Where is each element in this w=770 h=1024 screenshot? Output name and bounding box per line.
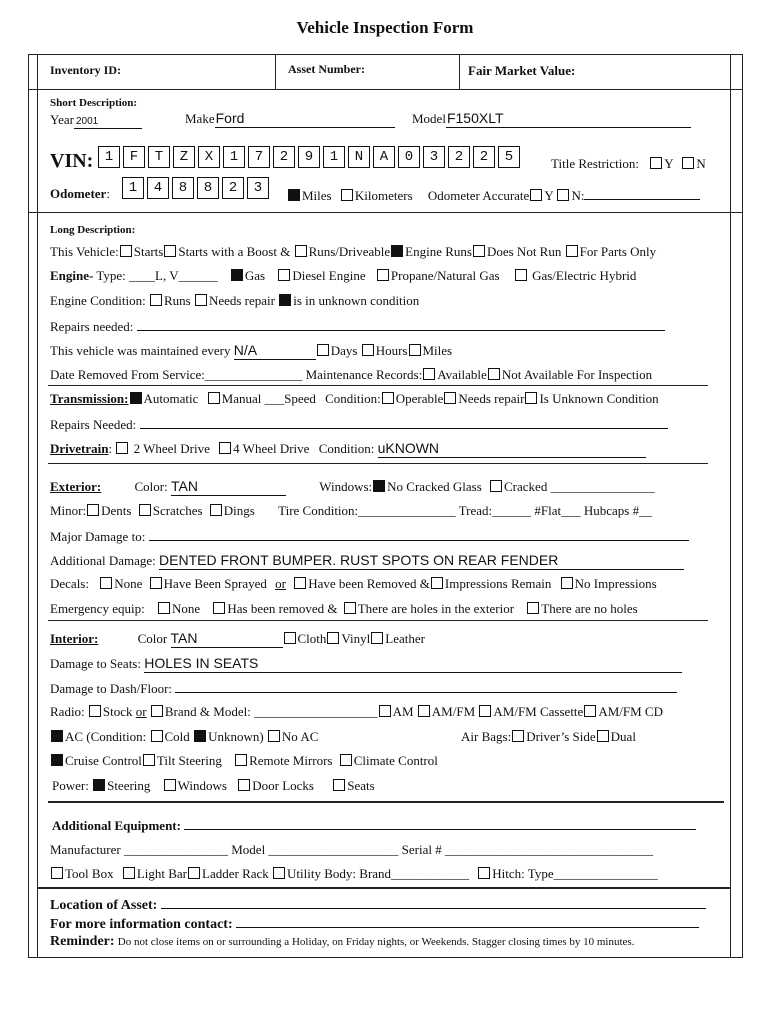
power-seats-checkbox[interactable]: [333, 779, 345, 791]
engine-needs-repair-label: Needs repair: [208, 293, 275, 308]
manufacturer-model-serial-label: Manufacturer ________________ Model ____________________ Serial # ________________________________: [50, 842, 654, 857]
cruise-control-checkbox[interactable]: [51, 754, 63, 766]
drivetrain-label: Drivetrain: [50, 441, 109, 456]
interior-color-value: TAN: [170, 630, 198, 646]
decals-removed-checkbox[interactable]: [294, 577, 306, 589]
damage-seats-label: Damage to Seats:: [50, 656, 141, 671]
four-wd-label: 4 Wheel Drive: [233, 441, 310, 456]
records-available-label: Available: [437, 367, 487, 382]
hybrid-checkbox[interactable]: [515, 269, 527, 281]
equipment-options-row: [50, 866, 658, 882]
manufacturer-row: [50, 842, 653, 858]
manual-checkbox[interactable]: [208, 392, 220, 404]
long-description-label: Long Description:: [50, 224, 136, 236]
vin-char-box[interactable]: 7: [248, 146, 270, 168]
radio-label: Radio:: [50, 704, 85, 719]
amfm-label: AM/FM: [431, 704, 476, 719]
contact-field[interactable]: [236, 914, 699, 928]
hours-checkbox[interactable]: [362, 344, 374, 356]
dings-checkbox[interactable]: [210, 504, 222, 516]
remote-mirrors-checkbox[interactable]: [235, 754, 247, 766]
has-been-removed-label: Has been removed &: [227, 601, 338, 616]
cloth-label: Cloth: [297, 631, 327, 646]
leather-label: Leather: [385, 631, 425, 646]
major-damage-field[interactable]: [149, 528, 689, 541]
runs-label: Runs: [163, 293, 191, 308]
engine-type-row: [50, 268, 636, 284]
location-row: [50, 895, 706, 914]
starts-label: Starts: [133, 244, 164, 259]
make-value: Ford: [215, 110, 245, 126]
odometer-label-row: [50, 186, 110, 202]
holes-checkbox[interactable]: [344, 602, 356, 614]
two-wd-label: 2 Wheel Drive: [133, 441, 210, 456]
reminder-text: Do not close items on or surrounding a Holiday, on Friday nights, or Weekends. Stagger closing times by 10 minutes.: [117, 936, 635, 948]
header-separator: [275, 54, 276, 89]
footer-divider: [37, 887, 730, 889]
no-holes-checkbox[interactable]: [527, 602, 539, 614]
power-windows-label: Windows: [177, 778, 227, 793]
drivetrain-colon: :: [108, 441, 113, 456]
date-removed-row: [50, 367, 652, 383]
contact-label: For more information contact:: [50, 917, 233, 932]
kilometers-checkbox[interactable]: [341, 189, 353, 201]
exterior-row: [50, 478, 655, 496]
power-steering-checkbox[interactable]: [93, 779, 105, 791]
no-ac-checkbox[interactable]: [268, 730, 280, 742]
engine-unknown-checkbox[interactable]: [279, 294, 291, 306]
engine-label: Engine-: [50, 268, 94, 283]
odometer-digit-box[interactable]: 3: [247, 177, 269, 199]
records-available-checkbox[interactable]: [423, 368, 435, 380]
cruise-control-label: Cruise Control: [65, 753, 142, 768]
tire-condition-label: Tire Condition:_______________ Tread:______ #Flat___ Hubcaps #__: [278, 503, 653, 518]
records-not-available-label: Not Available For Inspection: [501, 367, 653, 382]
exterior-divider: [48, 463, 708, 464]
vin-char-box[interactable]: A: [373, 146, 395, 168]
runs-driveable-label: Runs/Driveable: [308, 244, 391, 259]
vin-char-box[interactable]: N: [348, 146, 370, 168]
this-vehicle-label: This Vehicle:: [50, 244, 119, 259]
radio-stock-label: Stock: [102, 704, 133, 719]
utility-body-label: Utility Body: Brand____________: [287, 866, 470, 881]
no-impressions-label: No Impressions: [574, 576, 657, 591]
ac-row: [50, 729, 318, 745]
days-label: Days: [330, 343, 358, 358]
light-bar-label: Light Bar: [136, 866, 188, 881]
exterior-label: Exterior:: [50, 479, 102, 494]
year-label: Year: [50, 112, 74, 127]
amfm-cassette-checkbox[interactable]: [479, 705, 491, 717]
propane-label: Propane/Natural Gas: [390, 268, 500, 283]
hitch-checkbox[interactable]: [478, 867, 490, 879]
damage-dash-label: Damage to Dash/Floor:: [50, 681, 173, 696]
short-description-label: Short Description:: [50, 97, 138, 109]
title-restriction-n-label: N: [696, 156, 706, 171]
date-removed-label: Date Removed From Service:_______________ Maintenance Records:: [50, 367, 423, 382]
automatic-label: Automatic: [143, 391, 199, 406]
odometer-digit-box[interactable]: 1: [122, 177, 144, 199]
ladder-rack-checkbox[interactable]: [188, 867, 200, 879]
damage-seats-row: [50, 655, 682, 673]
climate-control-checkbox[interactable]: [340, 754, 352, 766]
inventory-id-label: Inventory ID:: [50, 63, 121, 77]
hybrid-label: Gas/Electric Hybrid: [532, 268, 637, 283]
scratches-checkbox[interactable]: [139, 504, 151, 516]
miles-interval-label: Miles: [422, 343, 453, 358]
runs-driveable-checkbox[interactable]: [295, 245, 307, 257]
trans-needs-repair-checkbox[interactable]: [444, 392, 456, 404]
diesel-label: Diesel Engine: [292, 268, 366, 283]
title-restriction-y-label: Y: [664, 156, 674, 171]
transmission-condition-label: Condition:: [325, 391, 381, 406]
impressions-remain-label: Impressions Remain: [444, 576, 552, 591]
vin-char-box[interactable]: 1: [223, 146, 245, 168]
dual-label: Dual: [610, 729, 636, 744]
engine-runs-checkbox[interactable]: [391, 245, 403, 257]
decals-sprayed-checkbox[interactable]: [150, 577, 162, 589]
drivetrain-condition-value: uKNOWN: [377, 440, 440, 456]
trans-needs-repair-label: Needs repair: [458, 391, 525, 406]
additional-equipment-field[interactable]: [184, 817, 696, 830]
does-not-run-checkbox[interactable]: [473, 245, 485, 257]
vin-char-box[interactable]: 2: [473, 146, 495, 168]
interior-divider: [48, 620, 708, 621]
emergency-none-checkbox[interactable]: [158, 602, 170, 614]
trans-repairs-field[interactable]: [140, 416, 668, 429]
trans-unknown-checkbox[interactable]: [525, 392, 537, 404]
vin-char-box[interactable]: 3: [423, 146, 445, 168]
additional-damage-value: DENTED FRONT BUMPER. RUST SPOTS ON REAR FENDER: [159, 552, 559, 568]
ac-unknown-label: Unknown): [208, 729, 264, 744]
decals-row: [50, 576, 657, 592]
no-holes-label: There are no holes: [541, 601, 638, 616]
vehicle-status-row: [50, 244, 656, 260]
trans-repairs-row: [50, 416, 668, 433]
vin-char-box[interactable]: 0: [398, 146, 420, 168]
cracked-checkbox[interactable]: [490, 480, 502, 492]
title-restriction-label: Title Restriction:: [551, 156, 639, 171]
starts-boost-label: Starts with a Boost &: [178, 244, 291, 259]
repairs-needed-field[interactable]: [137, 318, 665, 331]
diesel-checkbox[interactable]: [278, 269, 290, 281]
radio-brand-checkbox[interactable]: [151, 705, 163, 717]
no-cracked-glass-checkbox[interactable]: [373, 480, 385, 492]
records-not-available-checkbox[interactable]: [488, 368, 500, 380]
year-value: 2001: [75, 116, 99, 127]
left-rail-line: [37, 54, 38, 958]
vin-char-box[interactable]: F: [123, 146, 145, 168]
interior-label: Interior:: [50, 631, 99, 646]
air-bags-group: [461, 729, 636, 745]
power-windows-checkbox[interactable]: [164, 779, 176, 791]
transmission-row: [50, 391, 659, 407]
decals-none-label: None: [114, 576, 143, 591]
ac-checkbox[interactable]: [51, 730, 63, 742]
contact-row: [50, 914, 699, 933]
odometer-units: [287, 187, 700, 204]
odometer-digit-box[interactable]: 2: [222, 177, 244, 199]
make-label: Make: [185, 111, 215, 126]
location-label: Location of Asset:: [50, 898, 158, 913]
vin-char-box[interactable]: 2: [448, 146, 470, 168]
tool-box-checkbox[interactable]: [51, 867, 63, 879]
title-restriction-n-checkbox[interactable]: [682, 157, 694, 169]
kilometers-label: Kilometers: [354, 188, 413, 203]
trans-repairs-label: Repairs Needed:: [50, 417, 137, 432]
odometer-digit-box[interactable]: 8: [197, 177, 219, 199]
radio-row: [50, 704, 663, 720]
vin-char-box[interactable]: 5: [498, 146, 520, 168]
vin-section-divider: [28, 212, 743, 213]
impressions-remain-checkbox[interactable]: [431, 577, 443, 589]
operable-label: Operable: [395, 391, 444, 406]
miles-label: Miles: [302, 188, 332, 203]
asset-number-label: Asset Number:: [288, 62, 365, 76]
additional-equipment-divider: [48, 801, 724, 803]
damage-dash-field[interactable]: [175, 680, 677, 693]
for-parts-label: For Parts Only: [579, 244, 657, 259]
amfm-checkbox[interactable]: [418, 705, 430, 717]
form-title: Vehicle Inspection Form: [296, 18, 474, 37]
engine-unknown-label: is in unknown condition: [293, 293, 420, 308]
transmission-label: Transmission:: [50, 391, 129, 406]
cracked-label: Cracked ________________: [504, 479, 655, 494]
two-wd-checkbox[interactable]: [116, 442, 128, 454]
am-checkbox[interactable]: [379, 705, 391, 717]
odometer-accurate-y-checkbox[interactable]: [530, 189, 542, 201]
vin-input[interactable]: [98, 146, 523, 168]
year-field[interactable]: [50, 112, 142, 129]
dings-label: Dings: [223, 503, 255, 518]
additional-damage-label: Additional Damage:: [50, 553, 156, 568]
gas-checkbox[interactable]: [231, 269, 243, 281]
minor-label: Minor:: [50, 503, 87, 518]
ac-label: AC (Condition:: [65, 729, 147, 744]
dents-label: Dents: [101, 503, 132, 518]
light-bar-checkbox[interactable]: [123, 867, 135, 879]
maintenance-interval-row: [50, 342, 452, 360]
maintained-every-value: N/A: [233, 342, 258, 358]
for-parts-checkbox[interactable]: [566, 245, 578, 257]
major-damage-row: [50, 528, 689, 545]
automatic-checkbox[interactable]: [130, 392, 142, 404]
vinyl-checkbox[interactable]: [327, 632, 339, 644]
does-not-run-label: Does Not Run: [486, 244, 562, 259]
emergency-equip-row: [50, 601, 638, 617]
scratches-label: Scratches: [152, 503, 203, 518]
tilt-steering-checkbox[interactable]: [143, 754, 155, 766]
windows-label: Windows:: [319, 479, 373, 494]
no-cracked-glass-label: No Cracked Glass: [387, 479, 482, 494]
days-checkbox[interactable]: [317, 344, 329, 356]
engine-type-text: Type: ____L, V______: [93, 268, 218, 283]
cloth-checkbox[interactable]: [284, 632, 296, 644]
climate-control-label: Climate Control: [353, 753, 438, 768]
door-locks-checkbox[interactable]: [238, 779, 250, 791]
repairs-needed-label: Repairs needed:: [50, 319, 134, 334]
ac-unknown-checkbox[interactable]: [194, 730, 206, 742]
model-value: F150XLT: [446, 110, 504, 126]
emergency-equip-label: Emergency equip:: [50, 601, 145, 616]
repairs-needed-row: [50, 318, 665, 335]
door-locks-label: Door Locks: [252, 778, 314, 793]
reminder-row: [50, 933, 634, 950]
am-label: AM: [392, 704, 414, 719]
decals-label: Decals:: [50, 576, 89, 591]
amfm-cd-checkbox[interactable]: [584, 705, 596, 717]
odometer-label: Odometer: [50, 186, 107, 201]
ladder-rack-label: Ladder Rack: [202, 866, 269, 881]
gas-label: Gas: [244, 268, 266, 283]
odometer-input[interactable]: [122, 177, 272, 199]
utility-body-checkbox[interactable]: [273, 867, 285, 879]
four-wd-checkbox[interactable]: [219, 442, 231, 454]
vin-label: VIN:: [50, 150, 94, 172]
power-seats-label: Seats: [347, 778, 375, 793]
trans-unknown-label: Is Unknown Condition: [539, 391, 659, 406]
vin-char-box[interactable]: 1: [98, 146, 120, 168]
additional-equipment-row: [52, 817, 696, 834]
leather-checkbox[interactable]: [371, 632, 383, 644]
engine-runs-cond-checkbox[interactable]: [150, 294, 162, 306]
drivers-side-label: Driver’s Side: [526, 729, 596, 744]
title-restriction: [551, 156, 706, 172]
exterior-color-label: Color:: [134, 479, 168, 494]
emergency-none-label: None: [171, 601, 201, 616]
vin-char-box[interactable]: X: [198, 146, 220, 168]
no-impressions-checkbox[interactable]: [561, 577, 573, 589]
starts-boost-checkbox[interactable]: [164, 245, 176, 257]
propane-checkbox[interactable]: [377, 269, 389, 281]
hours-label: Hours: [375, 343, 408, 358]
ac-cold-checkbox[interactable]: [151, 730, 163, 742]
remote-mirrors-label: Remote Mirrors: [249, 753, 333, 768]
drivetrain-condition-label: Condition:: [318, 441, 375, 456]
vin-char-box[interactable]: 1: [323, 146, 345, 168]
model-field[interactable]: [412, 110, 691, 128]
power-label: Power:: [52, 778, 89, 793]
additional-damage-row: [50, 552, 684, 570]
drivetrain-row: [50, 440, 646, 458]
hitch-label: Hitch: Type________________: [492, 866, 658, 881]
odometer-colon: :: [106, 186, 110, 201]
fair-market-value-label: Fair Market Value:: [468, 63, 576, 78]
minor-damage-row: [50, 503, 652, 519]
maintained-every-label: This vehicle was maintained every: [50, 343, 231, 358]
model-label: Model: [412, 111, 446, 126]
vin-char-box[interactable]: T: [148, 146, 170, 168]
vin-char-box[interactable]: Z: [173, 146, 195, 168]
odometer-digit-box[interactable]: 4: [147, 177, 169, 199]
vinyl-label: Vinyl: [341, 631, 371, 646]
has-been-removed-checkbox[interactable]: [213, 602, 225, 614]
miles-checkbox[interactable]: [288, 189, 300, 201]
manual-label: Manual ___Speed: [221, 391, 316, 406]
features-row: [50, 753, 438, 769]
make-field[interactable]: [185, 110, 395, 128]
vin-char-box[interactable]: 9: [298, 146, 320, 168]
reminder-label: Reminder:: [50, 934, 115, 949]
drivers-side-checkbox[interactable]: [512, 730, 524, 742]
header-separator: [459, 54, 460, 89]
additional-equipment-label: Additional Equipment:: [52, 818, 181, 833]
decals-removed-label: Have been Removed &: [308, 576, 430, 591]
title-restriction-y-checkbox[interactable]: [650, 157, 662, 169]
dents-checkbox[interactable]: [87, 504, 99, 516]
no-ac-label: No AC: [281, 729, 319, 744]
starts-checkbox[interactable]: [120, 245, 132, 257]
exterior-color-value: TAN: [171, 478, 198, 494]
interior-color-label: Color: [137, 631, 168, 646]
engine-needs-repair-checkbox[interactable]: [195, 294, 207, 306]
miles-interval-checkbox[interactable]: [409, 344, 421, 356]
power-row: [52, 778, 375, 794]
odometer-accurate-n-checkbox[interactable]: [557, 189, 569, 201]
location-field[interactable]: [161, 895, 706, 909]
right-rail-line: [730, 54, 731, 958]
tilt-steering-label: Tilt Steering: [156, 753, 222, 768]
odometer-digit-box[interactable]: 8: [172, 177, 194, 199]
tool-box-label: Tool Box: [65, 866, 114, 881]
odometer-accurate-label: Odometer Accurate: [427, 188, 530, 203]
major-damage-label: Major Damage to:: [50, 529, 146, 544]
header-divider: [28, 89, 743, 90]
engine-condition-label: Engine Condition:: [50, 293, 146, 308]
odometer-accurate-note-field[interactable]: [584, 187, 700, 200]
radio-brand-label: Brand & Model: ___________________: [164, 704, 378, 719]
amfm-cd-label: AM/FM CD: [598, 704, 663, 719]
odometer-accurate-n-label: N:: [571, 188, 585, 203]
radio-or-label: or: [135, 704, 147, 719]
air-bags-label: Air Bags:: [461, 729, 512, 744]
damage-seats-value: HOLES IN SEATS: [144, 655, 259, 671]
vin-char-box[interactable]: 2: [273, 146, 295, 168]
dual-checkbox[interactable]: [597, 730, 609, 742]
operable-checkbox[interactable]: [382, 392, 394, 404]
engine-runs-label: Engine Runs: [405, 244, 472, 259]
decals-sprayed-label: Have Been Sprayed: [163, 576, 267, 591]
decals-or-label: or: [275, 576, 286, 591]
ac-cold-label: Cold: [164, 729, 190, 744]
amfm-cassette-label: AM/FM Cassette: [493, 704, 584, 719]
radio-stock-checkbox[interactable]: [89, 705, 101, 717]
decals-none-checkbox[interactable]: [100, 577, 112, 589]
odometer-accurate-y-label: Y: [544, 188, 554, 203]
damage-dash-row: [50, 680, 677, 697]
holes-label: There are holes in the exterior: [357, 601, 515, 616]
engine-condition-row: [50, 293, 419, 309]
date-removed-underline: [48, 385, 708, 386]
power-steering-label: Steering: [107, 778, 151, 793]
interior-row: [50, 630, 425, 648]
